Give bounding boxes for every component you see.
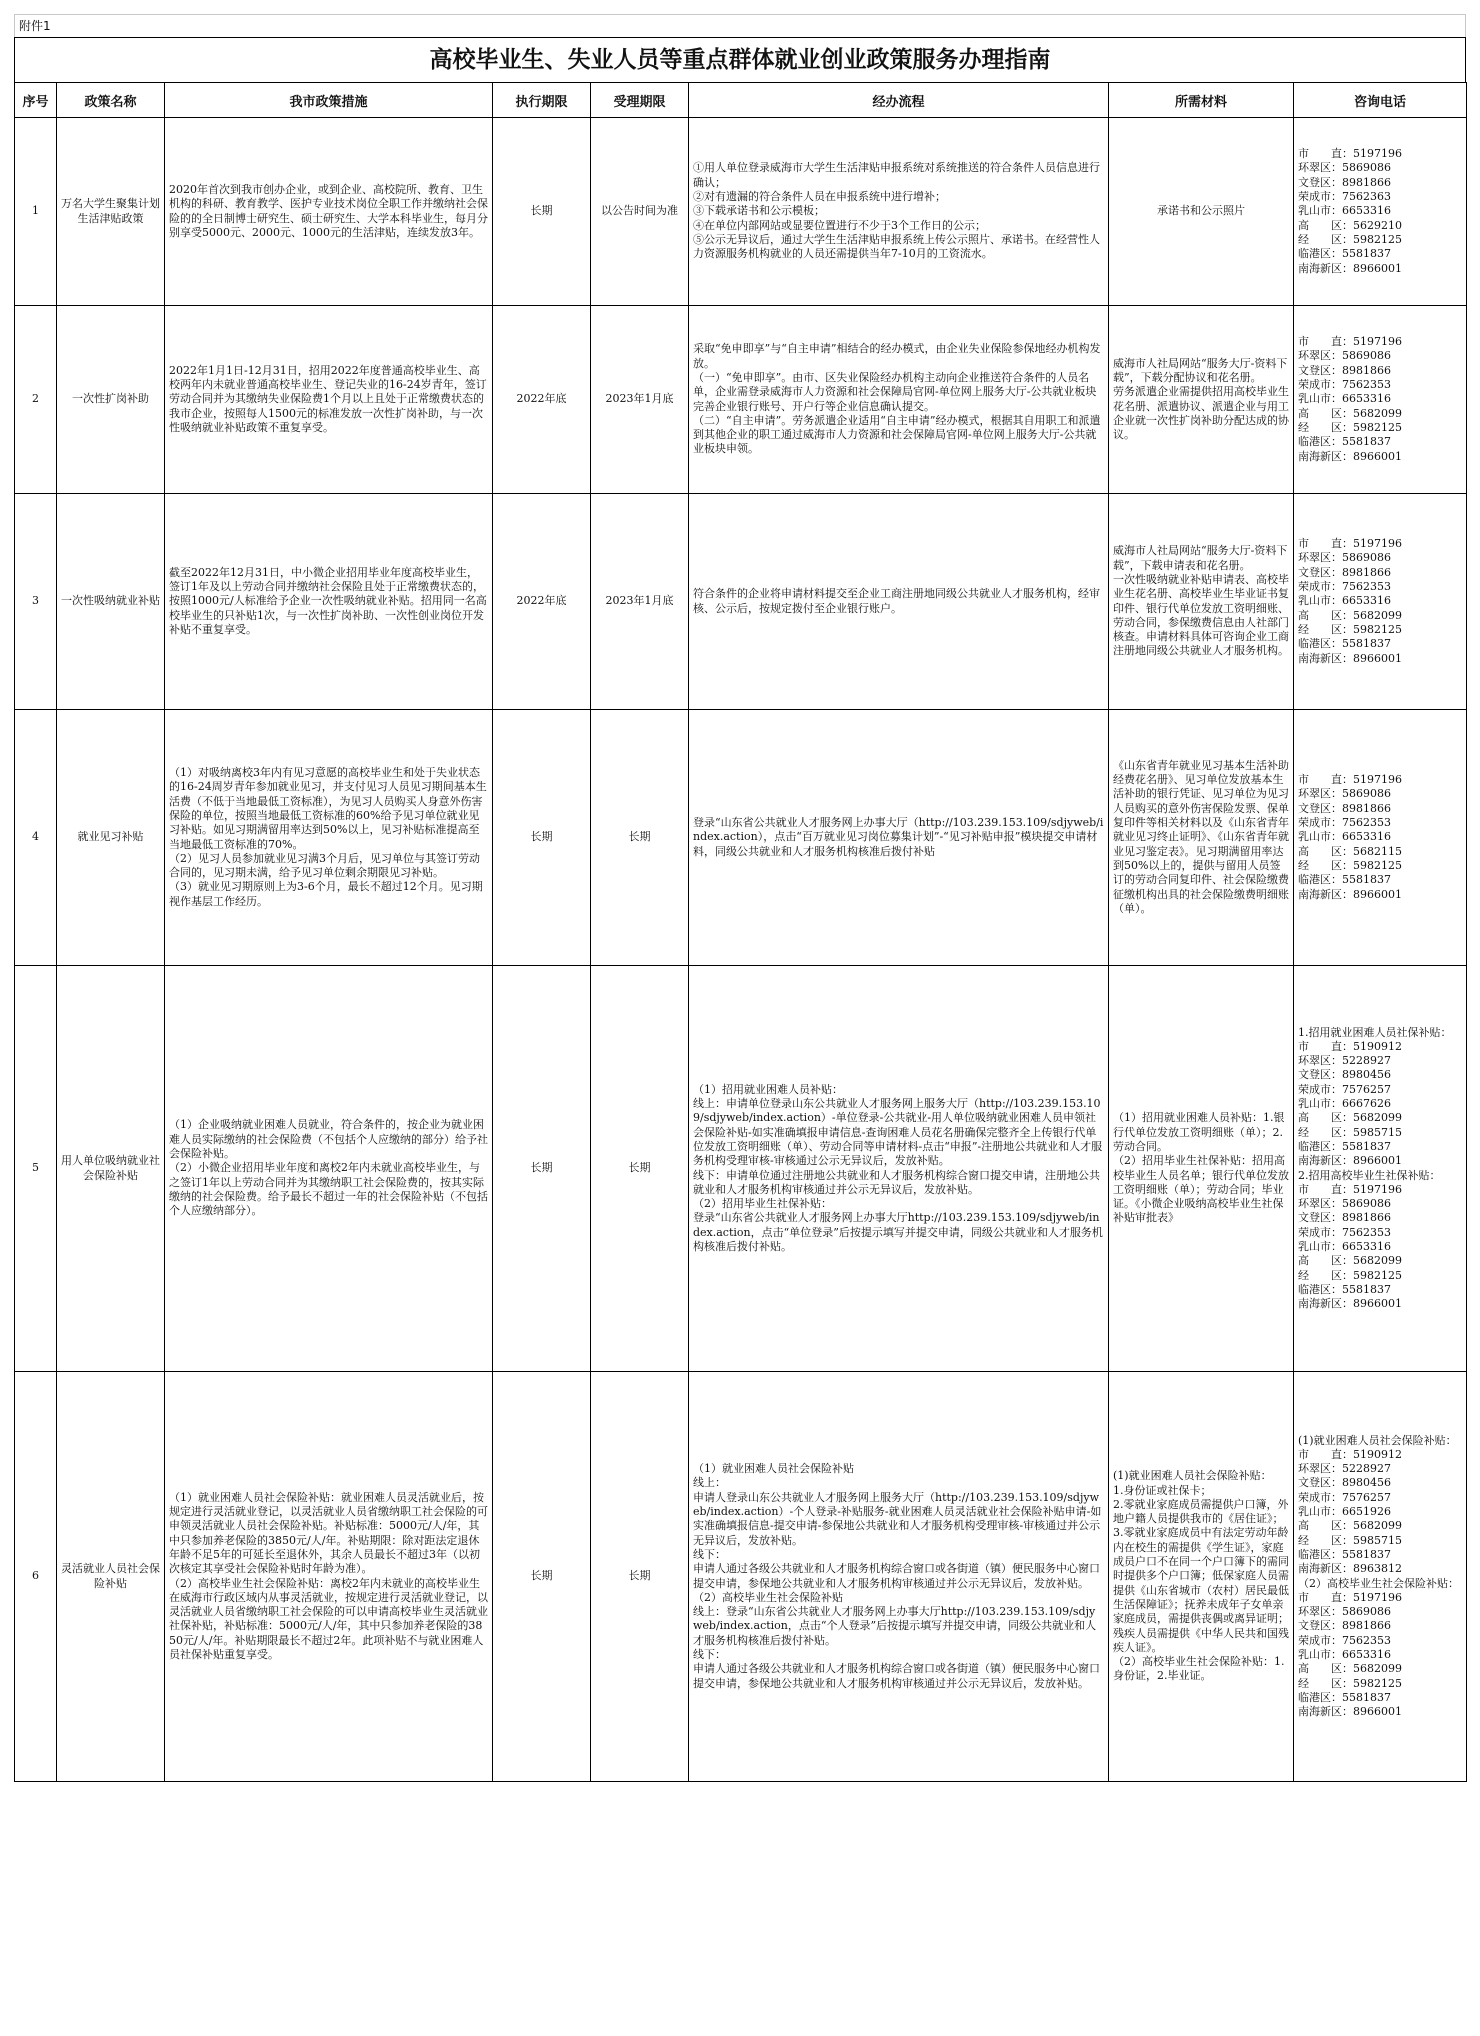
row-period: 长期 bbox=[493, 966, 591, 1372]
table-row bbox=[15, 494, 1467, 710]
row-accept: 以公告时间为准 bbox=[591, 118, 689, 306]
row-period: 长期 bbox=[493, 1372, 591, 1782]
row-materials: （1）招用就业困难人员补贴：1.银行代单位发放工资明细账（单）；2.劳动合同。 （2）招用毕业生社保补贴：招用高校毕业生人员名单；银行代单位发放工资明细账（单）；劳动合同；毕业证。《小微企业吸纳高校毕业生社保补贴审批表》 bbox=[1109, 966, 1294, 1372]
row-period: 长期 bbox=[493, 118, 591, 306]
row-period: 长期 bbox=[493, 710, 591, 966]
table-row bbox=[15, 1372, 1467, 1782]
row-accept: 长期 bbox=[591, 710, 689, 966]
row-accept: 长期 bbox=[591, 1372, 689, 1782]
row-accept: 长期 bbox=[591, 966, 689, 1372]
row-materials: (1)就业困难人员社会保险补贴： 1.身份证或社保卡； 2.零就业家庭成员需提供户口簿，外地户籍人员提供我市的《居住证》； 3.零就业家庭成员中有法定劳动年龄内在校生的需提供《学生证》，家庭成员户口不在同一个户口簿下的需同时提供多个户口簿；低保家庭人员需提供《山东省城市（农村）居民最低生活保障证》；抚养未成年子女单亲家庭成员，需提供丧偶或离异证明；残疾人员需提供《中华人民共和国残疾人证》。 （2）高校毕业生社会保险补贴：1.身份证，2.毕业证。 bbox=[1109, 1372, 1294, 1782]
row-policy-name: 用人单位吸纳就业社会保险补贴 bbox=[57, 966, 165, 1372]
header-process: 经办流程 bbox=[689, 83, 1109, 118]
row-no: 1 bbox=[15, 118, 57, 306]
row-materials: 承诺书和公示照片 bbox=[1109, 118, 1294, 306]
row-measures: （1）企业吸纳就业困难人员就业，符合条件的，按企业为就业困难人员实际缴纳的社会保险费（不包括个人应缴纳的部分）给予社会保险补贴。 （2）小微企业招用毕业年度和离校2年内未就业高校毕业生，与之签订1年以上劳动合同并为其缴纳职工社会保险费的，按其实际缴纳的社会保险费。给予最长不超过一年的社会保险补贴（不包括个人应缴纳部分）。 bbox=[165, 966, 493, 1372]
row-measures: 2022年1月1日-12月31日，招用2022年度普通高校毕业生、高校两年内未就业普通高校毕业生、登记失业的16-24岁青年，签订劳动合同并为其缴纳失业保险费1个月以上且处于正常缴费状态的我市企业，按照每人1500元的标准发放一次性扩岗补助，与一次性吸纳就业补贴政策不重复享受。 bbox=[165, 306, 493, 494]
row-process: 符合条件的企业将申请材料提交至企业工商注册地同级公共就业人才服务机构，经审核、公示后，按规定拨付至企业银行账户。 bbox=[689, 494, 1109, 710]
table-row bbox=[15, 118, 1467, 306]
row-process: ①用人单位登录威海市大学生生活津贴申报系统对系统推送的符合条件人员信息进行确认； ②对有遗漏的符合条件人员在申报系统中进行增补； ③下载承诺书和公示模板； ④在单位内部网站或显要位置进行不少于3个工作日的公示； ⑤公示无异议后，通过大学生生活津贴申报系统上传公示照片、承诺书。在经营性人力资源服务机构就业的人员还需提供当年7-10月的工资流水。 bbox=[689, 118, 1109, 306]
table-row bbox=[15, 966, 1467, 1372]
row-period: 2022年底 bbox=[493, 494, 591, 710]
row-no: 6 bbox=[15, 1372, 57, 1782]
table-row bbox=[15, 710, 1467, 966]
header-period: 执行期限 bbox=[493, 83, 591, 118]
row-phones: 市 直：5197196 环翠区：5869086 文登区：8981866 荣成市：7562363 乳山市：6653316 高 区：5629210 经 区：5982125 临港区：5581837 南海新区：8966001 bbox=[1294, 118, 1467, 306]
table-header-row bbox=[15, 83, 1467, 118]
document-sheet bbox=[14, 14, 1466, 1782]
attachment-label: 附件1 bbox=[14, 14, 1466, 37]
row-materials: 《山东省青年就业见习基本生活补助经费花名册》、见习单位发放基本生活补助的银行凭证、见习单位为见习人员购买的意外伤害保险发票、保单复印件等相关材料以及《山东省青年就业见习终止证明》、《山东省青年就业见习鉴定表》。见习期满留用率达到50%以上的，提供与留用人员签订的劳动合同复印件、社会保险缴费征缴机构出具的社会保险缴费明细账（单）。 bbox=[1109, 710, 1294, 966]
policy-table bbox=[14, 82, 1467, 1782]
row-accept: 2023年1月底 bbox=[591, 306, 689, 494]
row-no: 4 bbox=[15, 710, 57, 966]
row-no: 5 bbox=[15, 966, 57, 1372]
header-accept: 受理期限 bbox=[591, 83, 689, 118]
header-measures: 我市政策措施 bbox=[165, 83, 493, 118]
row-phones: 市 直：5197196 环翠区：5869086 文登区：8981866 荣成市：7562353 乳山市：6653316 高 区：5682099 经 区：5982125 临港区：5581837 南海新区：8966001 bbox=[1294, 494, 1467, 710]
row-policy-name: 一次性吸纳就业补贴 bbox=[57, 494, 165, 710]
row-period: 2022年底 bbox=[493, 306, 591, 494]
row-measures: 2020年首次到我市创办企业，或到企业、高校院所、教育、卫生机构的科研、教育教学、医护专业技术岗位全职工作并缴纳社会保险的的全日制博士研究生、硕士研究生、大学本科毕业生，每月分别享受5000元、2000元、1000元的生活津贴，连续发放3年。 bbox=[165, 118, 493, 306]
row-phones: 1.招用就业困难人员社保补贴： 市 直：5190912 环翠区：5228927 文登区：8980456 荣成市：7576257 乳山市：6667626 高 区：5682099 经 区：5985715 临港区：5581837 南海新区：8966001 2.招用高校毕业生社保补贴： 市 直：5197196 环翠区：5869086 文登区：8981866 荣成市：7562353 乳山市：6653316 高 区：5682099 经 区：5982125 临港区：5581837 南海新区：8966001 bbox=[1294, 966, 1467, 1372]
row-materials: 威海市人社局网站“服务大厅-资料下载”，下载申请表和花名册。 一次性吸纳就业补贴申请表、高校毕业生花名册、高校毕业生毕业证书复印件、银行代单位发放工资明细账、劳动合同，参保缴费信息由人社部门核查。申请材料具体可咨询企业工商注册地同级公共就业人才服务机构。 bbox=[1109, 494, 1294, 710]
row-no: 2 bbox=[15, 306, 57, 494]
row-phones: 市 直：5197196 环翠区：5869086 文登区：8981866 荣成市：7562353 乳山市：6653316 高 区：5682115 经 区：5982125 临港区：5581837 南海新区：8966001 bbox=[1294, 710, 1467, 966]
row-materials: 威海市人社局网站“服务大厅-资料下载”，下载分配协议和花名册。 劳务派遣企业需提供招用高校毕业生花名册、派遣协议、派遣企业与用工企业就一次性扩岗补助分配达成的协议。 bbox=[1109, 306, 1294, 494]
header-materials: 所需材料 bbox=[1109, 83, 1294, 118]
row-phones: 市 直：5197196 环翠区：5869086 文登区：8981866 荣成市：7562353 乳山市：6653316 高 区：5682099 经 区：5982125 临港区：5581837 南海新区：8966001 bbox=[1294, 306, 1467, 494]
row-policy-name: 一次性扩岗补助 bbox=[57, 306, 165, 494]
header-no: 序号 bbox=[15, 83, 57, 118]
row-policy-name: 就业见习补贴 bbox=[57, 710, 165, 966]
row-policy-name: 万名大学生聚集计划生活津贴政策 bbox=[57, 118, 165, 306]
row-process: 登录“山东省公共就业人才服务网上办事大厅（http://103.239.153.109/sdjyweb/index.action），点击“百万就业见习岗位募集计划”-“见习补贴申报”模块提交申请材料，同级公共就业和人才服务机构核准后拨付补贴 bbox=[689, 710, 1109, 966]
table-row bbox=[15, 306, 1467, 494]
row-policy-name: 灵活就业人员社会保险补贴 bbox=[57, 1372, 165, 1782]
row-measures: （1）对吸纳离校3年内有见习意愿的高校毕业生和处于失业状态的16-24周岁青年参加就业见习，并支付见习人员见习期间基本生活费（不低于当地最低工资标准），为见习人员购买人身意外伤害保险的单位，按照当地最低工资标准的60%给予见习单位就业见习补贴。如见习期满留用率达到50%以上，见习补贴标准提高至当地最低工资标准的70%。 （2）见习人员参加就业见习满3个月后，见习单位与其签订劳动合同的，见习期未满，给予见习单位剩余期限见习补贴。 （3）就业见习期原则上为3-6个月，最长不超过12个月。见习期视作基层工作经历。 bbox=[165, 710, 493, 966]
header-phones: 咨询电话 bbox=[1294, 83, 1467, 118]
row-measures: （1）就业困难人员社会保险补贴：就业困难人员灵活就业后，按规定进行灵活就业登记，以灵活就业人员省缴纳职工社会保险的可申领灵活就业人员社会保险补贴。补贴标准：5000元/人/年，其中只参加养老保险的3850元/人/年。补贴期限：除对距法定退休年龄不足5年的可延长至退休外，其余人员最长不超过3年（以初次核定其享受社会保险补贴时年龄为准）。 （2）高校毕业生社会保险补贴：离校2年内未就业的高校毕业生在威海市行政区域内从事灵活就业，按规定进行灵活就业登记，以灵活就业人员省缴纳职工社会保险的可以申请高校毕业生灵活就业社保补贴，补贴标准：5000元/人/年，其中只参加养老保险的3850元/人/年。补贴期限最长不超过2年。此项补贴不与就业困难人员社保补贴重复享受。 bbox=[165, 1372, 493, 1782]
row-measures: 截至2022年12月31日，中小微企业招用毕业年度高校毕业生，签订1年及以上劳动合同并缴纳社会保险且处于正常缴费状态的，按照1000元/人标准给予企业一次性吸纳就业补贴。招用同一名高校毕业生的只补贴1次，与一次性扩岗补助、一次性创业岗位开发补贴不重复享受。 bbox=[165, 494, 493, 710]
header-name: 政策名称 bbox=[57, 83, 165, 118]
row-process: 采取“免申即享”与“自主申请”相结合的经办模式，由企业失业保险参保地经办机构发放。 （一）“免申即享”。由市、区失业保险经办机构主动向企业推送符合条件的人员名单，企业需登录威海市人力资源和社会保障局官网-单位网上服务大厅-公共就业板块完善企业银行账号、开户行等企业信息确认提交。 （二）“自主申请”。劳务派遣企业适用“自主申请”经办模式，根据其自用职工和派遣到其他企业的职工通过威海市人力资源和社会保障局官网-单位网上服务大厅-公共就业板块申领。 bbox=[689, 306, 1109, 494]
row-process: （1）就业困难人员社会保险补贴 线上： 申请人登录山东公共就业人才服务网上服务大厅（http://103.239.153.109/sdjyweb/index.action）-个人登录-补贴服务-就业困难人员灵活就业社会保险补贴申请-如实准确填报信息-提交申请-参保地公共就业和人才服务机构受理审核-审核通过并公示无异议后，发放补贴。 线下： 申请人通过各级公共就业和人才服务机构综合窗口或各街道（镇）便民服务中心窗口提交申请，参保地公共就业和人才服务机构审核通过并公示无异议后，发放补贴。 （2）高校毕业生社会保险补贴 线上：登录“山东省公共就业人才服务网上办事大厅http://103.239.153.109/sdjyweb/index.action，点击“个人登录”后按提示填写并提交申请，同级公共就业和人才服务机构核准后拨付补贴。 线下： 申请人通过各级公共就业和人才服务机构综合窗口或各街道（镇）便民服务中心窗口提交申请，参保地公共就业和人才服务机构审核通过并公示无异议后，发放补贴。 bbox=[689, 1372, 1109, 1782]
row-process: （1）招用就业困难人员补贴： 线上：申请单位登录山东公共就业人才服务网上服务大厅（http://103.239.153.109/sdjyweb/index.action）-单位登录-公共就业-用人单位吸纳就业困难人员申领社会保险补贴-如实准确填报申请信息-查询困难人员花名册确保完整齐全上传银行代单位发放工资明细账（单）、劳动合同等申请材料-点击“申报”-注册地公共就业和人才服务机构受理审核-审核通过公示无异议后，发放补贴。 线下：申请单位通过注册地公共就业和人才服务机构综合窗口提交申请，注册地公共就业和人才服务机构审核通过并公示无异议后，发放补贴。 （2）招用毕业生社保补贴： 登录“山东省公共就业人才服务网上办事大厅http://103.239.153.109/sdjyweb/index.action，点击“单位登录”后按提示填写并提交申请，同级公共就业和人才服务机构核准后拨付补贴。 bbox=[689, 966, 1109, 1372]
row-accept: 2023年1月底 bbox=[591, 494, 689, 710]
row-phones: (1)就业困难人员社会保险补贴： 市 直：5190912 环翠区：5228927 文登区：8980456 荣成市：7576257 乳山市：6651926 高 区：5682099 经 区：5985715 临港区：5581837 南海新区：8963812 （2）高校毕业生社会保险补贴： 市 直：5197196 环翠区：5869086 文登区：8981866 荣成市：7562353 乳山市：6653316 高 区：5682099 经 区：5982125 临港区：5581837 南海新区：8966001 bbox=[1294, 1372, 1467, 1782]
row-no: 3 bbox=[15, 494, 57, 710]
page-title: 高校毕业生、失业人员等重点群体就业创业政策服务办理指南 bbox=[14, 37, 1466, 82]
